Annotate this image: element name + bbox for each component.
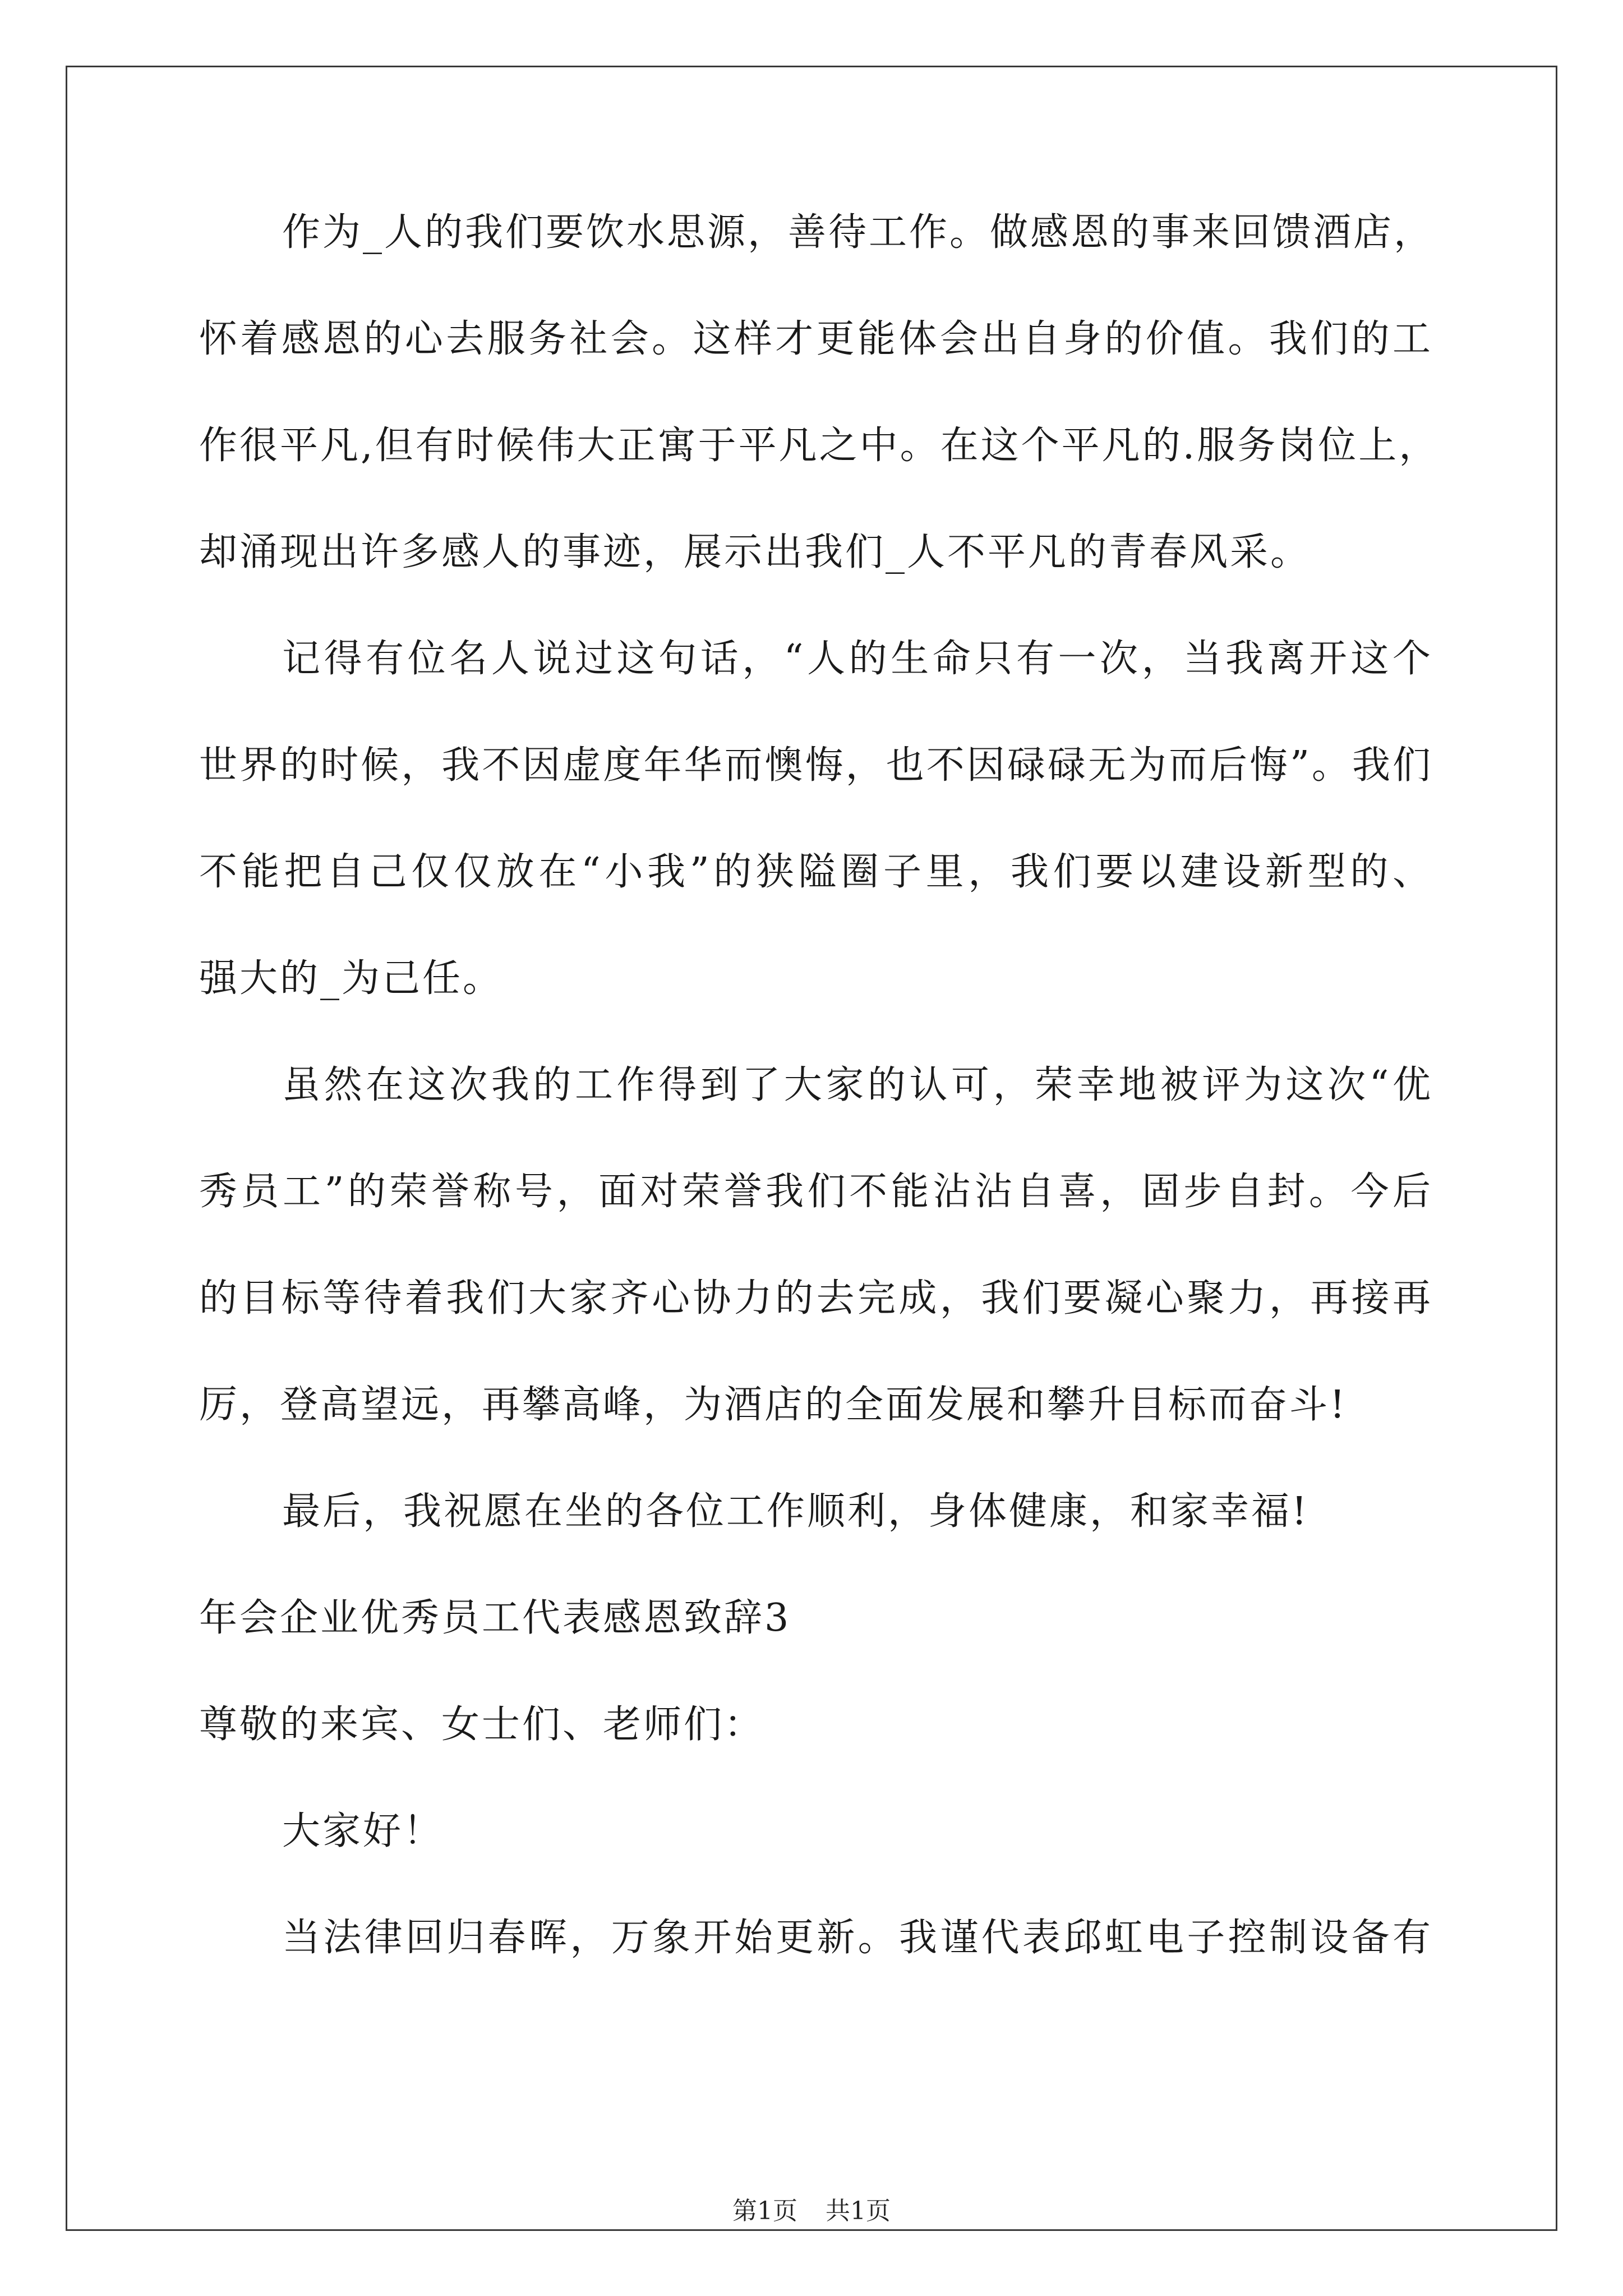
text-line: 虽然在这次我的工作得到了大家的认可，荣幸地被评为这次“优 [282, 1063, 1433, 1107]
text-line: 厉，登高望远，再攀高峰，为酒店的全面发展和攀升目标而奋斗! [199, 1383, 1348, 1427]
text-line: 不能把自己仅仅放在“小我”的狭隘圈子里，我们要以建设新型的、 [199, 850, 1433, 894]
text-line: 秀员工”的荣誉称号，面对荣誉我们不能沾沾自喜，固步自封。今后 [199, 1170, 1433, 1214]
greeting: 大家好！ [282, 1809, 444, 1853]
text-line: 的目标等待着我们大家齐心协力的去完成，我们要凝心聚力，再接再 [199, 1276, 1433, 1320]
text-line: 怀着感恩的心去服务社会。这样才更能体会出自身的价值。我们的工 [199, 317, 1433, 361]
section-heading: 年会企业优秀员工代表感恩致辞3 [199, 1596, 791, 1640]
text-line: 世界的时候，我不因虚度年华而懊悔，也不因碌碌无为而后悔”。我们 [199, 743, 1433, 788]
page-border [66, 66, 1557, 2231]
text-line: 作很平凡,但有时候伟大正寓于平凡之中。在这个平凡的.服务岗位上， [199, 424, 1440, 468]
text-line: 却涌现出许多感人的事迹，展示出我们_人不平凡的青春风采。 [199, 530, 1311, 574]
text-line: 强大的_为己任。 [199, 956, 504, 1001]
page-footer [0, 2191, 1623, 2226]
text-line: 最后，我祝愿在坐的各位工作顺利，身体健康，和家幸福! [282, 1489, 1310, 1534]
page-total: 共1页 [826, 2197, 891, 2225]
page-number: 第1页 [732, 2197, 797, 2225]
text-line: 作为_人的我们要饮水思源，善待工作。做感恩的事来回馈酒店， [282, 210, 1435, 255]
text-line: 当法律回归春晖，万象开始更新。我谨代表邱虹电子控制设备有 [282, 1916, 1433, 1960]
text-line: 记得有位名人说过这句话，“人的生命只有一次，当我离开这个 [282, 637, 1433, 681]
salutation: 尊敬的来宾、女士们、老师们： [199, 1703, 765, 1747]
